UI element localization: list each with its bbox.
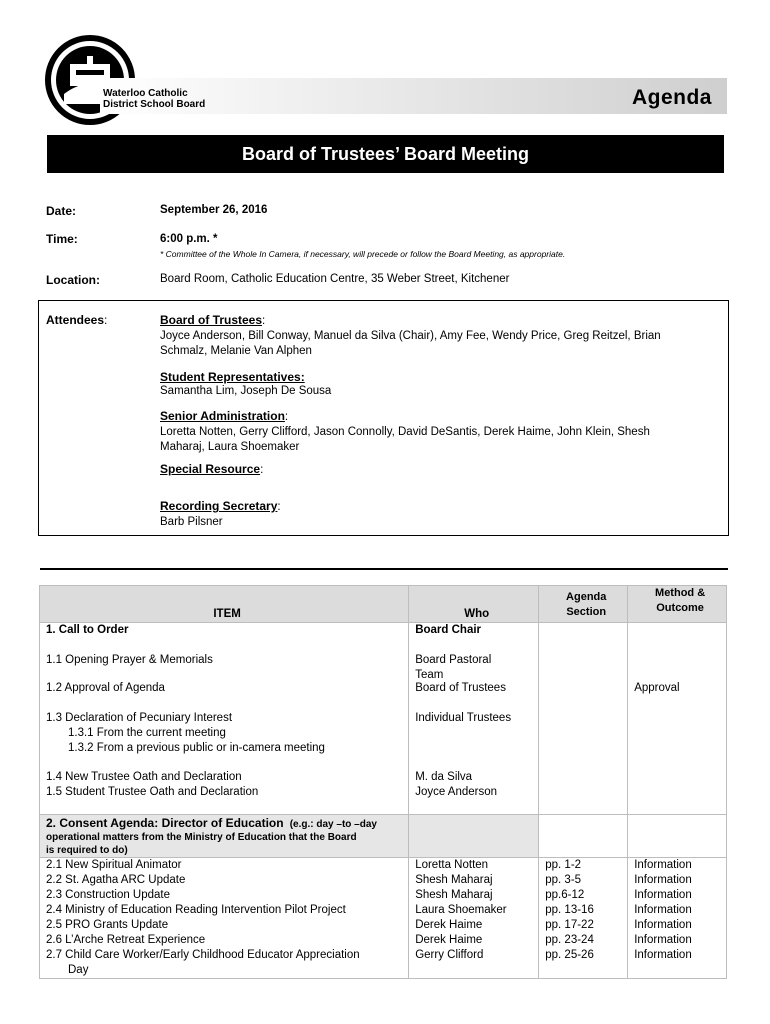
recording-secretary-name: Barb Pilsner	[160, 516, 223, 528]
recording-secretary-section: Recording Secretary: Barb Pilsner	[160, 499, 281, 528]
time-note: * Committee of the Whole In Camera, if necessary, will precede or follow the Board Meeting, as appropriate.	[160, 249, 566, 259]
section-2-who: Loretta Notten Shesh Maharaj Shesh Maharaj Laura Shoemaker Derek Haime Derek Haime Gerry Clifford	[409, 858, 539, 979]
list-item: 1.3 Declaration of Pecuniary Interest	[46, 712, 233, 724]
divider	[40, 568, 728, 570]
list-item: 2.6 L’Arche Retreat Experience	[46, 934, 206, 946]
trustees-heading: Board of Trustees	[160, 313, 263, 327]
col-item-header: ITEM	[40, 586, 409, 623]
time-label: Time:	[46, 232, 78, 246]
special-resource-section: Special Resource:	[160, 462, 264, 476]
trustees-list: Joyce Anderson, Bill Conway, Manuel da Silva (Chair), Amy Fee, Wendy Price, Greg Reitzel, Brian	[160, 330, 661, 342]
list-item: 1.3.2 From a previous public or in-camera meeting	[68, 742, 325, 754]
section-2-title-cell: 2. Consent Agenda: Director of Education (e.g.: day –to –day operational matters from the Ministry of Education that the Board is required to do)	[40, 815, 409, 858]
col-who-header: Who	[409, 586, 539, 623]
list-item: 1.4 New Trustee Oath and Declaration	[46, 771, 242, 783]
list-item: 1.3.1 From the current meeting	[68, 727, 226, 739]
section-2-items: 2.1 New Spiritual Animator 2.2 St. Agatha ARC Update 2.3 Construction Update 2.4 Ministry of Education Reading Intervention Pilot Project 2.5 PRO Grants Update 2.6 L’Arche Retreat Experience 2.7 Child Care Worker/Early Childhood Educator Appreciation Day	[40, 858, 409, 979]
location-label: Location:	[46, 273, 100, 287]
senior-admin-list-cont: Maharaj, Laura Shoemaker	[160, 441, 300, 453]
section-2-title: 2. Consent Agenda: Director of Education	[46, 816, 284, 830]
senior-admin-section: Senior Administration: Loretta Notten, Gerry Clifford, Jason Connolly, David DeSantis, Derek Haime, John Klein, Shesh Maharaj, Laura Shoemaker	[160, 409, 650, 453]
list-item: 2.3 Construction Update	[46, 889, 171, 901]
agenda-table	[39, 585, 727, 979]
section-1-who: Board Chair Board Pastoral Team Board of Trustees Individual Trustees M. da Silva Joyce Anderson	[409, 623, 539, 815]
section-2-pages: pp. 1-2 pp. 3-5 pp.6-12 pp. 13-16 pp. 17-22 pp. 23-24 pp. 25-26	[539, 858, 628, 979]
section-1-title: 1. Call to Order	[46, 624, 129, 636]
trustees-section: Board of Trustees: Joyce Anderson, Bill Conway, Manuel da Silva (Chair), Amy Fee, Wendy Price, Greg Reitzel, Brian Schmalz, Melanie Van Alphen	[160, 313, 661, 357]
list-item: 1.1 Opening Prayer & Memorials	[46, 654, 213, 666]
list-item: 2.7 Child Care Worker/Early Childhood Educator Appreciation	[46, 949, 360, 961]
students-heading: Student Representatives:	[160, 370, 305, 384]
list-item: 2.2 St. Agatha ARC Update	[46, 874, 186, 886]
attendees-label: Attendees:	[46, 313, 108, 327]
document-type: Agenda	[631, 86, 712, 109]
time-value: 6:00 p.m. *	[160, 233, 218, 245]
list-item: 2.1 New Spiritual Animator	[46, 859, 182, 871]
location-value: Board Room, Catholic Education Centre, 35 Weber Street, Kitchener	[160, 273, 510, 285]
date-value: September 26, 2016	[160, 204, 268, 216]
senior-admin-heading: Senior Administration	[160, 409, 285, 423]
list-item: 2.5 PRO Grants Update	[46, 919, 169, 931]
table-row-section-2-header	[40, 815, 727, 858]
section-1-outcome: Approval	[628, 623, 727, 815]
table-row-section-2	[40, 858, 727, 979]
section-2-outcome: Information Information Information Information Information Information Information	[628, 858, 727, 979]
list-item: 1.5 Student Trustee Oath and Declaration	[46, 786, 259, 798]
section-1-items	[40, 623, 409, 815]
list-item: 2.4 Ministry of Education Reading Intervention Pilot Project	[46, 904, 346, 916]
recording-secretary-heading: Recording Secretary	[160, 499, 278, 513]
page-title: Board of Trustees’ Board Meeting	[47, 135, 724, 173]
date-label: Date:	[46, 204, 77, 218]
table-header-row	[40, 586, 727, 623]
col-method-header: Method & Outcome	[628, 586, 727, 623]
students-list: Samantha Lim, Joseph De Sousa	[160, 385, 332, 397]
section-1-pages	[539, 623, 628, 815]
table-row-section-1	[40, 623, 727, 815]
trustees-list-cont: Schmalz, Melanie Van Alphen	[160, 345, 312, 357]
senior-admin-list: Loretta Notten, Gerry Clifford, Jason Connolly, David DeSantis, Derek Haime, John Klein, Shesh	[160, 426, 650, 438]
org-name: Waterloo Catholic District School Board	[103, 88, 206, 110]
col-section-header: Agenda Section	[539, 586, 628, 623]
students-section	[160, 370, 331, 399]
list-item: 1.2 Approval of Agenda	[46, 682, 165, 694]
special-resource-heading: Special Resource	[160, 462, 261, 476]
